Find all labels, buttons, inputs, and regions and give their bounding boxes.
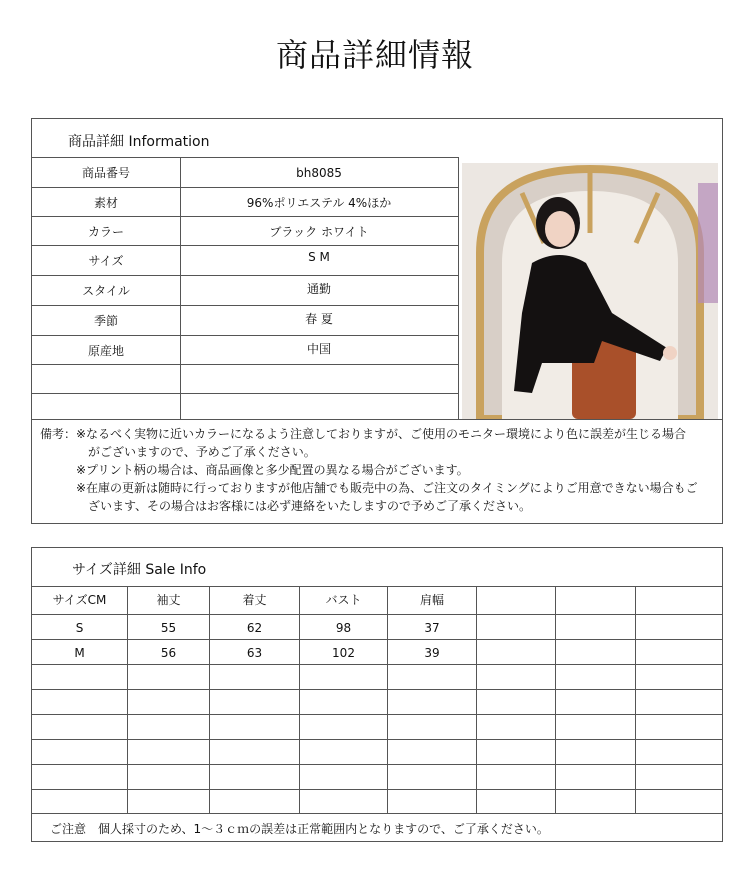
size-cell (387, 665, 476, 689)
size-cell (555, 615, 635, 639)
product-details-box (31, 118, 723, 524)
size-header-cell: 袖丈 (127, 587, 209, 614)
size-cell: 63 (209, 640, 299, 664)
size-section-title: サイズ詳細 Sale Info (72, 562, 207, 578)
spec-value: 通勤 (306, 282, 331, 296)
size-cell (555, 665, 635, 689)
note-line: 備考：※なるべく実物に近いカラーになるよう注意しておりますが、ご使用のモニター環境により色に誤差が生じる場合 (40, 427, 687, 441)
size-cell (209, 765, 299, 789)
size-cell (127, 690, 209, 714)
spec-row (32, 157, 458, 187)
spec-label: 素材 (93, 195, 118, 210)
spec-value: S M (308, 250, 330, 264)
size-cell (209, 790, 299, 813)
size-cell (32, 665, 127, 689)
spec-label (32, 365, 180, 393)
size-header-cell: 肩幅 (387, 587, 476, 614)
spec-value: 96%ポリエステル 4%ほか (246, 195, 392, 210)
spec-label: スタイル (82, 284, 130, 298)
note-line: ざいます、その場合はお客様には必ず連絡をいたしますので予めご了承ください。 (40, 499, 532, 513)
size-header-cell (555, 587, 635, 614)
note-line: ※在庫の更新は随時に行っておりますが他店舗でも販売中の為、ご注文のタイミングによりご用意できない場合もご (40, 481, 698, 495)
size-cell (635, 665, 722, 689)
size-cell: 39 (387, 640, 476, 664)
size-row (32, 714, 722, 739)
size-cell (127, 665, 209, 689)
size-cell (555, 690, 635, 714)
spec-value: 中国 (306, 342, 331, 356)
spec-label: 商品番号 (81, 166, 130, 180)
spec-label: 季節 (93, 314, 118, 328)
spec-label: 原産地 (87, 343, 124, 358)
size-cell (476, 715, 555, 739)
size-cell (299, 790, 387, 813)
size-row (32, 764, 722, 789)
spec-label: カラー (87, 224, 124, 239)
size-cell (32, 740, 127, 764)
size-row (32, 789, 722, 813)
size-cell: 62 (209, 615, 299, 639)
size-cell (209, 740, 299, 764)
size-cell (127, 740, 209, 764)
size-cell: 102 (299, 640, 387, 664)
size-cell (635, 740, 722, 764)
size-cell (555, 765, 635, 789)
page-title: 商品詳細情報 (275, 36, 474, 74)
size-header-cell: バスト (299, 587, 387, 614)
size-cell (555, 715, 635, 739)
size-cell: 55 (127, 615, 209, 639)
size-cell (127, 790, 209, 813)
spec-value: 春 夏 (305, 312, 333, 326)
size-cell (387, 690, 476, 714)
size-header-cell: サイズCM (52, 593, 107, 607)
size-header-row (32, 586, 722, 614)
size-note: ご注意 個人採寸のため、1～３ｃｍの誤差は正常範囲内となりますので、ご了承ください。 (50, 822, 549, 836)
size-note-row (32, 813, 722, 842)
size-cell (555, 740, 635, 764)
size-cell (387, 740, 476, 764)
size-cell (32, 765, 127, 789)
size-row (32, 639, 722, 664)
spec-label (32, 394, 180, 419)
size-cell (635, 765, 722, 789)
size-cell (209, 715, 299, 739)
spec-row (32, 335, 458, 364)
size-cell (635, 790, 722, 813)
size-cell (299, 690, 387, 714)
size-row (32, 739, 722, 764)
size-cell (209, 665, 299, 689)
size-cell (299, 665, 387, 689)
size-cell (299, 765, 387, 789)
size-cell: S (75, 621, 84, 635)
size-cell (476, 690, 555, 714)
spec-row (32, 187, 458, 216)
size-header-cell: 着丈 (209, 587, 299, 614)
notes-area (32, 419, 722, 523)
size-cell (476, 615, 555, 639)
size-cell: 98 (299, 615, 387, 639)
size-cell (476, 665, 555, 689)
size-cell (635, 615, 722, 639)
spec-row (32, 393, 458, 419)
size-cell (555, 790, 635, 813)
size-cell (127, 715, 209, 739)
size-row (32, 614, 722, 639)
product-photo (462, 163, 718, 419)
size-cell (635, 640, 722, 664)
size-cell (32, 790, 127, 813)
size-cell (555, 640, 635, 664)
size-cell (635, 715, 722, 739)
size-cell (299, 740, 387, 764)
spec-row (32, 275, 458, 305)
spec-row (32, 364, 458, 393)
spec-label: サイズ (88, 254, 124, 268)
size-cell (476, 765, 555, 789)
size-cell (32, 690, 127, 714)
size-row (32, 664, 722, 689)
spec-row (32, 245, 458, 275)
note-line: ※プリント柄の場合は、商品画像と多少配置の異なる場合がございます。 (40, 463, 469, 477)
size-cell (635, 690, 722, 714)
size-cell (299, 715, 387, 739)
spec-value: bh8085 (296, 165, 342, 180)
size-row (32, 689, 722, 714)
spec-value (180, 365, 458, 393)
size-header-cell (635, 587, 722, 614)
note-line: がございますので、予めご了承ください。 (40, 445, 316, 459)
spec-value (180, 394, 458, 419)
spec-value: ブラック ホワイト (269, 224, 369, 239)
size-cell: 37 (387, 615, 476, 639)
size-cell (32, 715, 127, 739)
spec-row (32, 216, 458, 245)
size-cell (387, 765, 476, 789)
size-cell (476, 790, 555, 813)
table-photo-divider (458, 157, 459, 419)
size-cell (209, 690, 299, 714)
size-header-cell (476, 587, 555, 614)
size-cell (387, 715, 476, 739)
size-cell (127, 765, 209, 789)
spec-row (32, 305, 458, 335)
size-cell (387, 790, 476, 813)
product-section-title: 商品詳細 Information (68, 134, 210, 150)
size-cell (476, 640, 555, 664)
size-cell: 56 (127, 640, 209, 664)
size-cell: M (74, 646, 85, 660)
size-details-box (31, 547, 723, 842)
size-cell (476, 740, 555, 764)
